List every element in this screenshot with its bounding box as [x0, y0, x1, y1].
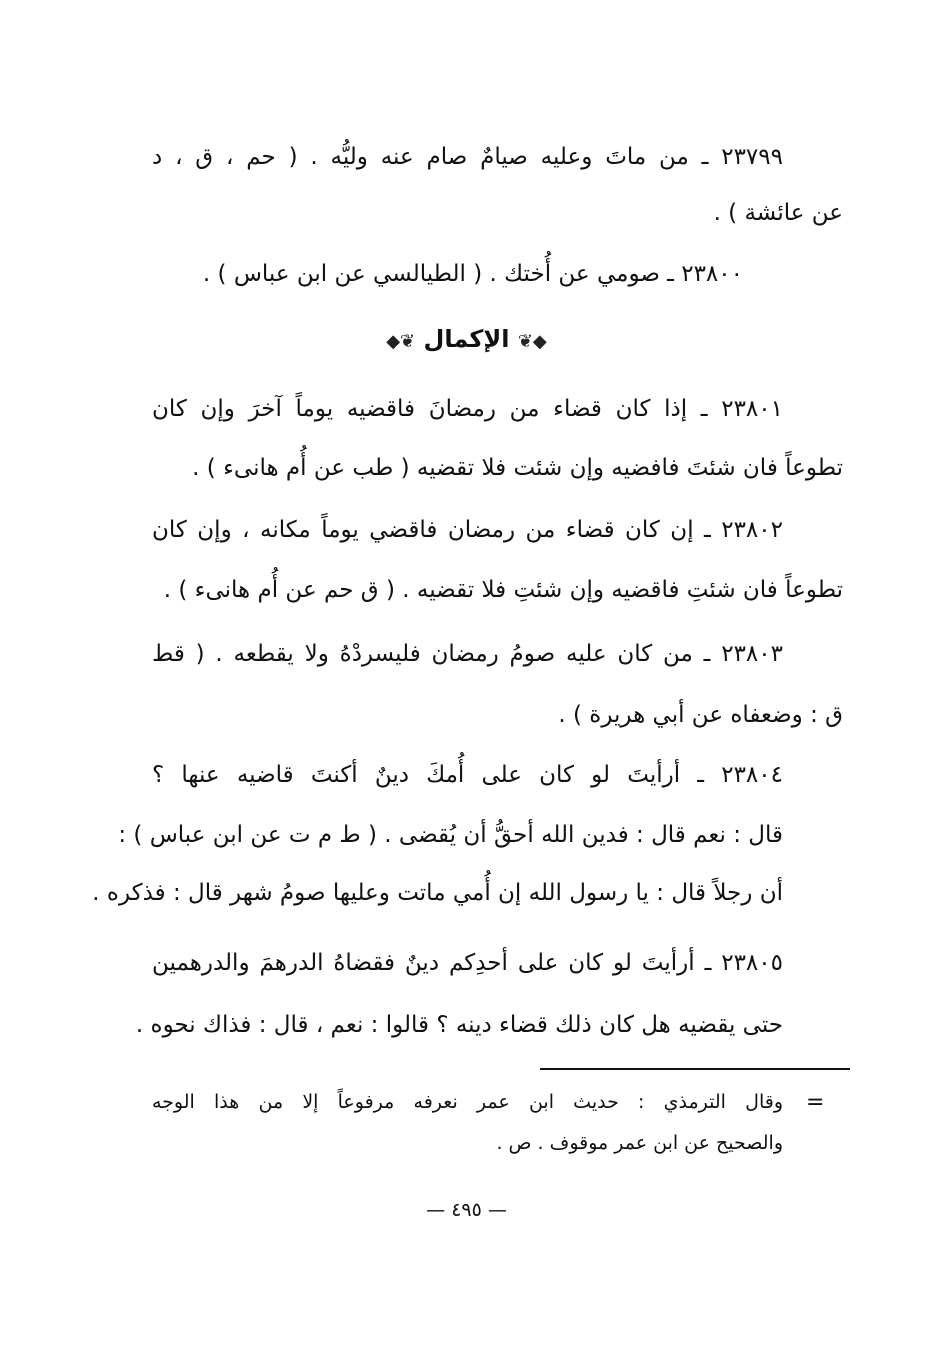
entry-23803-line-2: ق : وضعفاه عن أبي هريرة ) . — [558, 702, 843, 728]
section-heading — [0, 322, 933, 359]
page-number: — ٤٩٥ — — [426, 1199, 507, 1221]
footnote-line-2: والصحيح عن ابن عمر موقوف . ص . — [496, 1132, 783, 1154]
entry-23805-line-2: حتى يقضيه هل كان ذلك قضاء دينه ؟ قالوا : نعم ، قال : فذاك نحوه . — [135, 1012, 783, 1038]
entry-23803-line-1: ٢٣٨٠٣ ـ من كان عليه صومُ رمضان فليسردْهُ ولا يقطعه . ( قط — [152, 641, 783, 667]
entry-23799-line-1: ٢٣٧٩٩ ـ من ماتَ وعليه صيامٌ صام عنه وليُّه . ( حم ، ق ، د — [152, 144, 783, 170]
footnote-marker: = — [806, 1090, 825, 1115]
section-heading-text: الإكمال — [423, 325, 510, 353]
entry-23802-line-2: تطوعاً فان شئتِ فاقضيه وإن شئتِ فلا تقضيه . ( ق حم عن أُم هانىء ) . — [163, 577, 843, 603]
entry-23805-line-1: ٢٣٨٠٥ ـ أرأيتَ لو كان على أحدِكم دينٌ فقضاهُ الدرهمَ والدرهمين — [152, 950, 783, 976]
entry-23800-line-1: ٢٣٨٠٠ ـ صومي عن أُختك . ( الطيالسي عن ابن عباس ) . — [202, 261, 743, 287]
ornament-right-icon: ◆❦ — [517, 331, 547, 352]
ornament-left-icon: ❦◆ — [386, 331, 416, 352]
footnote-divider — [540, 1068, 850, 1070]
entry-23804-line-1: ٢٣٨٠٤ ـ أرأيتَ لو كان على أُمكَ دينٌ أكنتَ قاضيه عنها ؟ — [152, 762, 783, 788]
entry-23801-line-1: ٢٣٨٠١ ـ إذا كان قضاء من رمضانَ فاقضيه يوماً آخرَ وإن كان — [152, 396, 783, 422]
entry-23804-line-2: قال : نعم قال : فدين الله أحقُّ أن يُقضى . ( ط م ت عن ابن عباس ) : — [118, 822, 783, 848]
entry-23799-line-2: عن عائشة ) . — [713, 200, 843, 226]
footnote-line-1: وقال الترمذي : حديث ابن عمر نعرفه مرفوعاً إلا من هذا الوجه — [152, 1091, 783, 1113]
entry-23801-line-2: تطوعاً فان شئتَ فافضيه وإن شئت فلا تقضيه ( طب عن أُم هانىء ) . — [192, 455, 843, 481]
entry-23802-line-1: ٢٣٨٠٢ ـ إن كان قضاء من رمضان فاقضي يوماً مكانه ، وإن كان — [152, 517, 783, 543]
entry-23804-line-3: أن رجلاً قال : يا رسول الله إن أُمي ماتت وعليها صومُ شهر قال : فذكره . — [92, 880, 783, 906]
